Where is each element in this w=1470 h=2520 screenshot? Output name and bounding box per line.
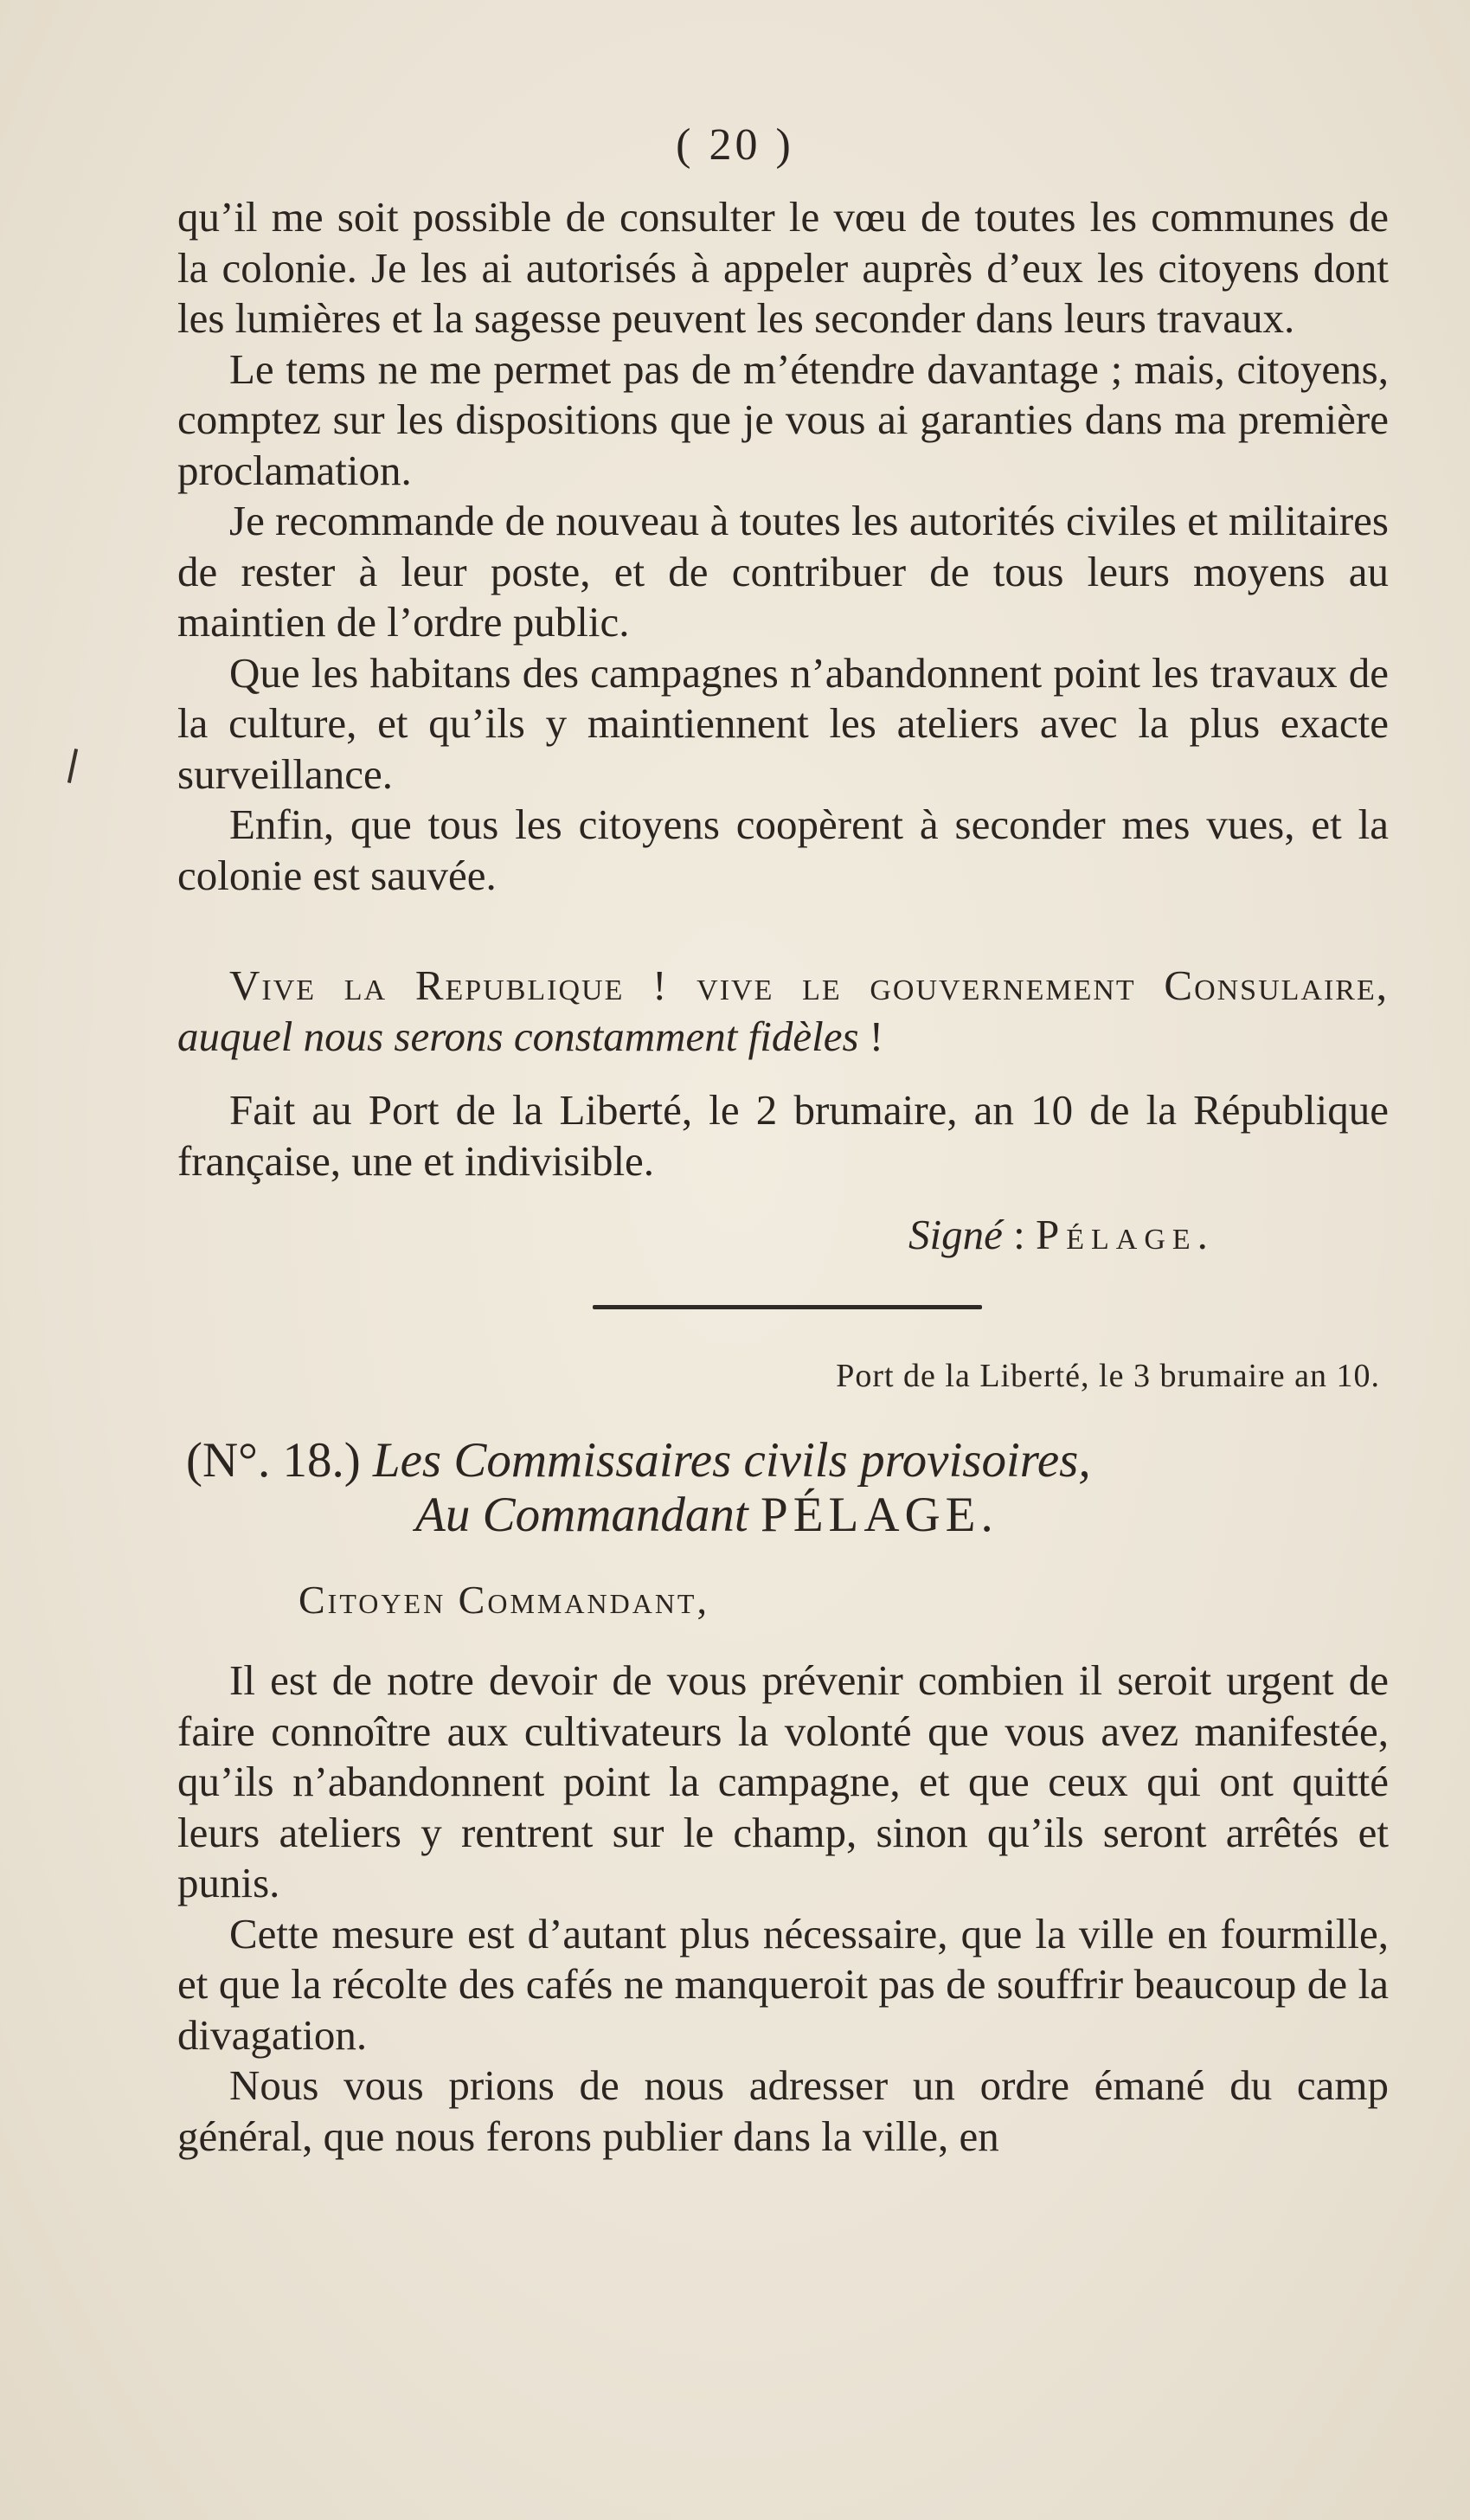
opening-text — [177, 192, 1389, 901]
done-at-text: Fait au Port de la Liberté, le 2 brumaire, an 10 de la République française, une et indivisible. — [177, 1086, 1389, 1185]
salutation: Citoyen Commandant, — [298, 1578, 709, 1622]
letter-addressee-line — [415, 1487, 1367, 1543]
paragraph: Nous vous prions de nous adresser un ordre émané du camp général, que nous ferons publier dans la ville, en — [177, 2061, 1389, 2160]
letter-addressee: Au Commandant — [415, 1488, 748, 1542]
margin-pencil-mark — [67, 749, 78, 783]
letter-number: (N°. 18.) — [186, 1433, 361, 1488]
exclamation-smallcaps: Vive la Republique ! vive le gouvernement Consulaire, — [229, 961, 1389, 1009]
signature-separator: : — [1002, 1211, 1036, 1258]
signature-label: Signé — [908, 1211, 1003, 1258]
exclamation — [177, 961, 1389, 1062]
letter-heading — [186, 1432, 1397, 1488]
dateline: Port de la Liberté, le 3 brumaire an 10. — [836, 1358, 1380, 1394]
page-number: ( 20 ) — [676, 120, 794, 170]
paragraph: Il est de notre devoir de vous prévenir combien il seroit urgent de faire connoître aux cultivateurs la volonté que vous avez manifestée, qu’ils n’abandonnent point la campagne, et que ceux qui ont quitté leurs ateliers y rentrent sur le champ, sinon qu’ils seront arrêtés et punis. — [177, 1656, 1389, 1906]
section-divider — [593, 1305, 982, 1309]
letter-addressee-name: PÉLAGE. — [761, 1488, 998, 1542]
paragraph-continuation: qu’il me soit possible de consulter le vœu de toutes les communes de la colonie. Je les ai autorisés à appeler auprès d’eux les citoyens dont les lumières et la sagesse peuvent les seconder dans leurs travaux. — [177, 193, 1389, 342]
paragraph: Cette mesure est d’autant plus nécessaire, que la ville en fourmille, et que la récolte des cafés ne manqueroit pas de souffrir beaucoup de la divagation. — [177, 1909, 1389, 2059]
exclamation-end: ! — [858, 1012, 884, 1060]
paragraph: Je recommande de nouveau à toutes les autorités civiles et militaires de rester à leur poste, et de contribuer de tous leurs moyens au maintien de l’ordre public. — [177, 497, 1389, 646]
paragraph: Enfin, que tous les citoyens coopèrent à seconder mes vues, et la colonie est sauvée. — [177, 800, 1389, 899]
letter-sender: Les Commissaires civils provisoires, — [372, 1433, 1091, 1488]
exclamation-italic: auquel nous serons constamment fidèles — [177, 1012, 859, 1060]
paragraph: Que les habitans des campagnes n’abandonnent point les travaux de la culture, et qu’ils y maintiennent les ateliers avec la plus exacte surveillance. — [177, 648, 1389, 798]
done-at — [177, 1085, 1389, 1186]
signature-name: Pélage. — [1036, 1211, 1215, 1258]
paragraph: Le tems ne me permet pas de m’étendre davantage ; mais, citoyens, comptez sur les dispositions que je vous ai garanties dans ma première proclamation. — [177, 344, 1389, 494]
letter-body — [177, 1655, 1389, 2162]
signature — [908, 1210, 1215, 1259]
